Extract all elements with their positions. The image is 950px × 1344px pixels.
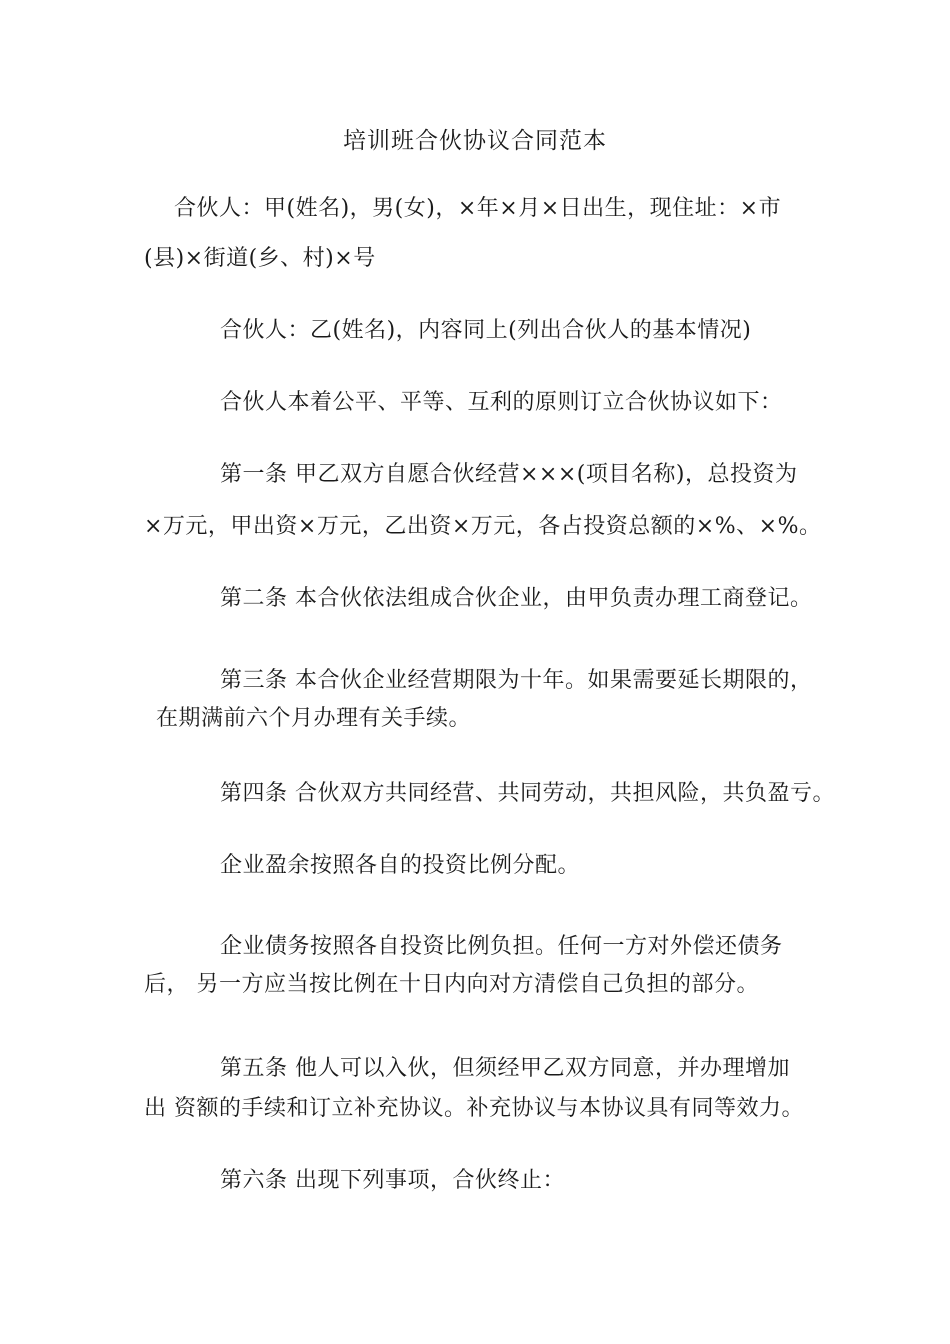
article1-line1: 第一条 甲乙双方自愿合伙经营×××(项目名称)，总投资为 — [220, 462, 798, 487]
document-title: 培训班合伙协议合同范本 — [343, 128, 607, 154]
partner-b: 合伙人：乙(姓名)，内容同上(列出合伙人的基本情况) — [220, 318, 752, 343]
article5-line1: 第五条 他人可以入伙，但须经甲乙双方同意，并办理增加 — [220, 1056, 790, 1081]
article6: 第六条 出现下列事项，合伙终止： — [220, 1168, 565, 1193]
article3-line2: 在期满前六个月办理有关手续。 — [156, 706, 472, 731]
profit-distribution: 企业盈余按照各自的投资比例分配。 — [220, 853, 581, 878]
debt-line2: 后， 另一方应当按比例在十日内向对方清偿自己负担的部分。 — [144, 972, 759, 997]
article4: 第四条 合伙双方共同经营、共同劳动，共担风险，共负盈亏。 — [220, 781, 835, 806]
debt-line1: 企业债务按照各自投资比例负担。任何一方对外偿还债务 — [220, 934, 783, 959]
partner-a-line2: (县)×街道(乡、村)×号 — [144, 246, 376, 271]
article1-line2: ×万元，甲出资×万元，乙出资×万元，各占投资总额的×%、×%。 — [144, 514, 822, 539]
preamble: 合伙人本着公平、平等、互利的原则订立合伙协议如下： — [220, 390, 783, 415]
article2: 第二条 本合伙依法组成合伙企业，由甲负责办理工商登记。 — [220, 586, 813, 611]
article3-line1: 第三条 本合伙企业经营期限为十年。如果需要延长期限的， — [220, 668, 813, 693]
article5-line2: 出 资额的手续和订立补充协议。补充协议与本协议具有同等效力。 — [144, 1096, 804, 1121]
partner-a-line1: 合伙人：甲(姓名)，男(女)，×年×月×日出生，现住址：×市 — [174, 196, 782, 221]
